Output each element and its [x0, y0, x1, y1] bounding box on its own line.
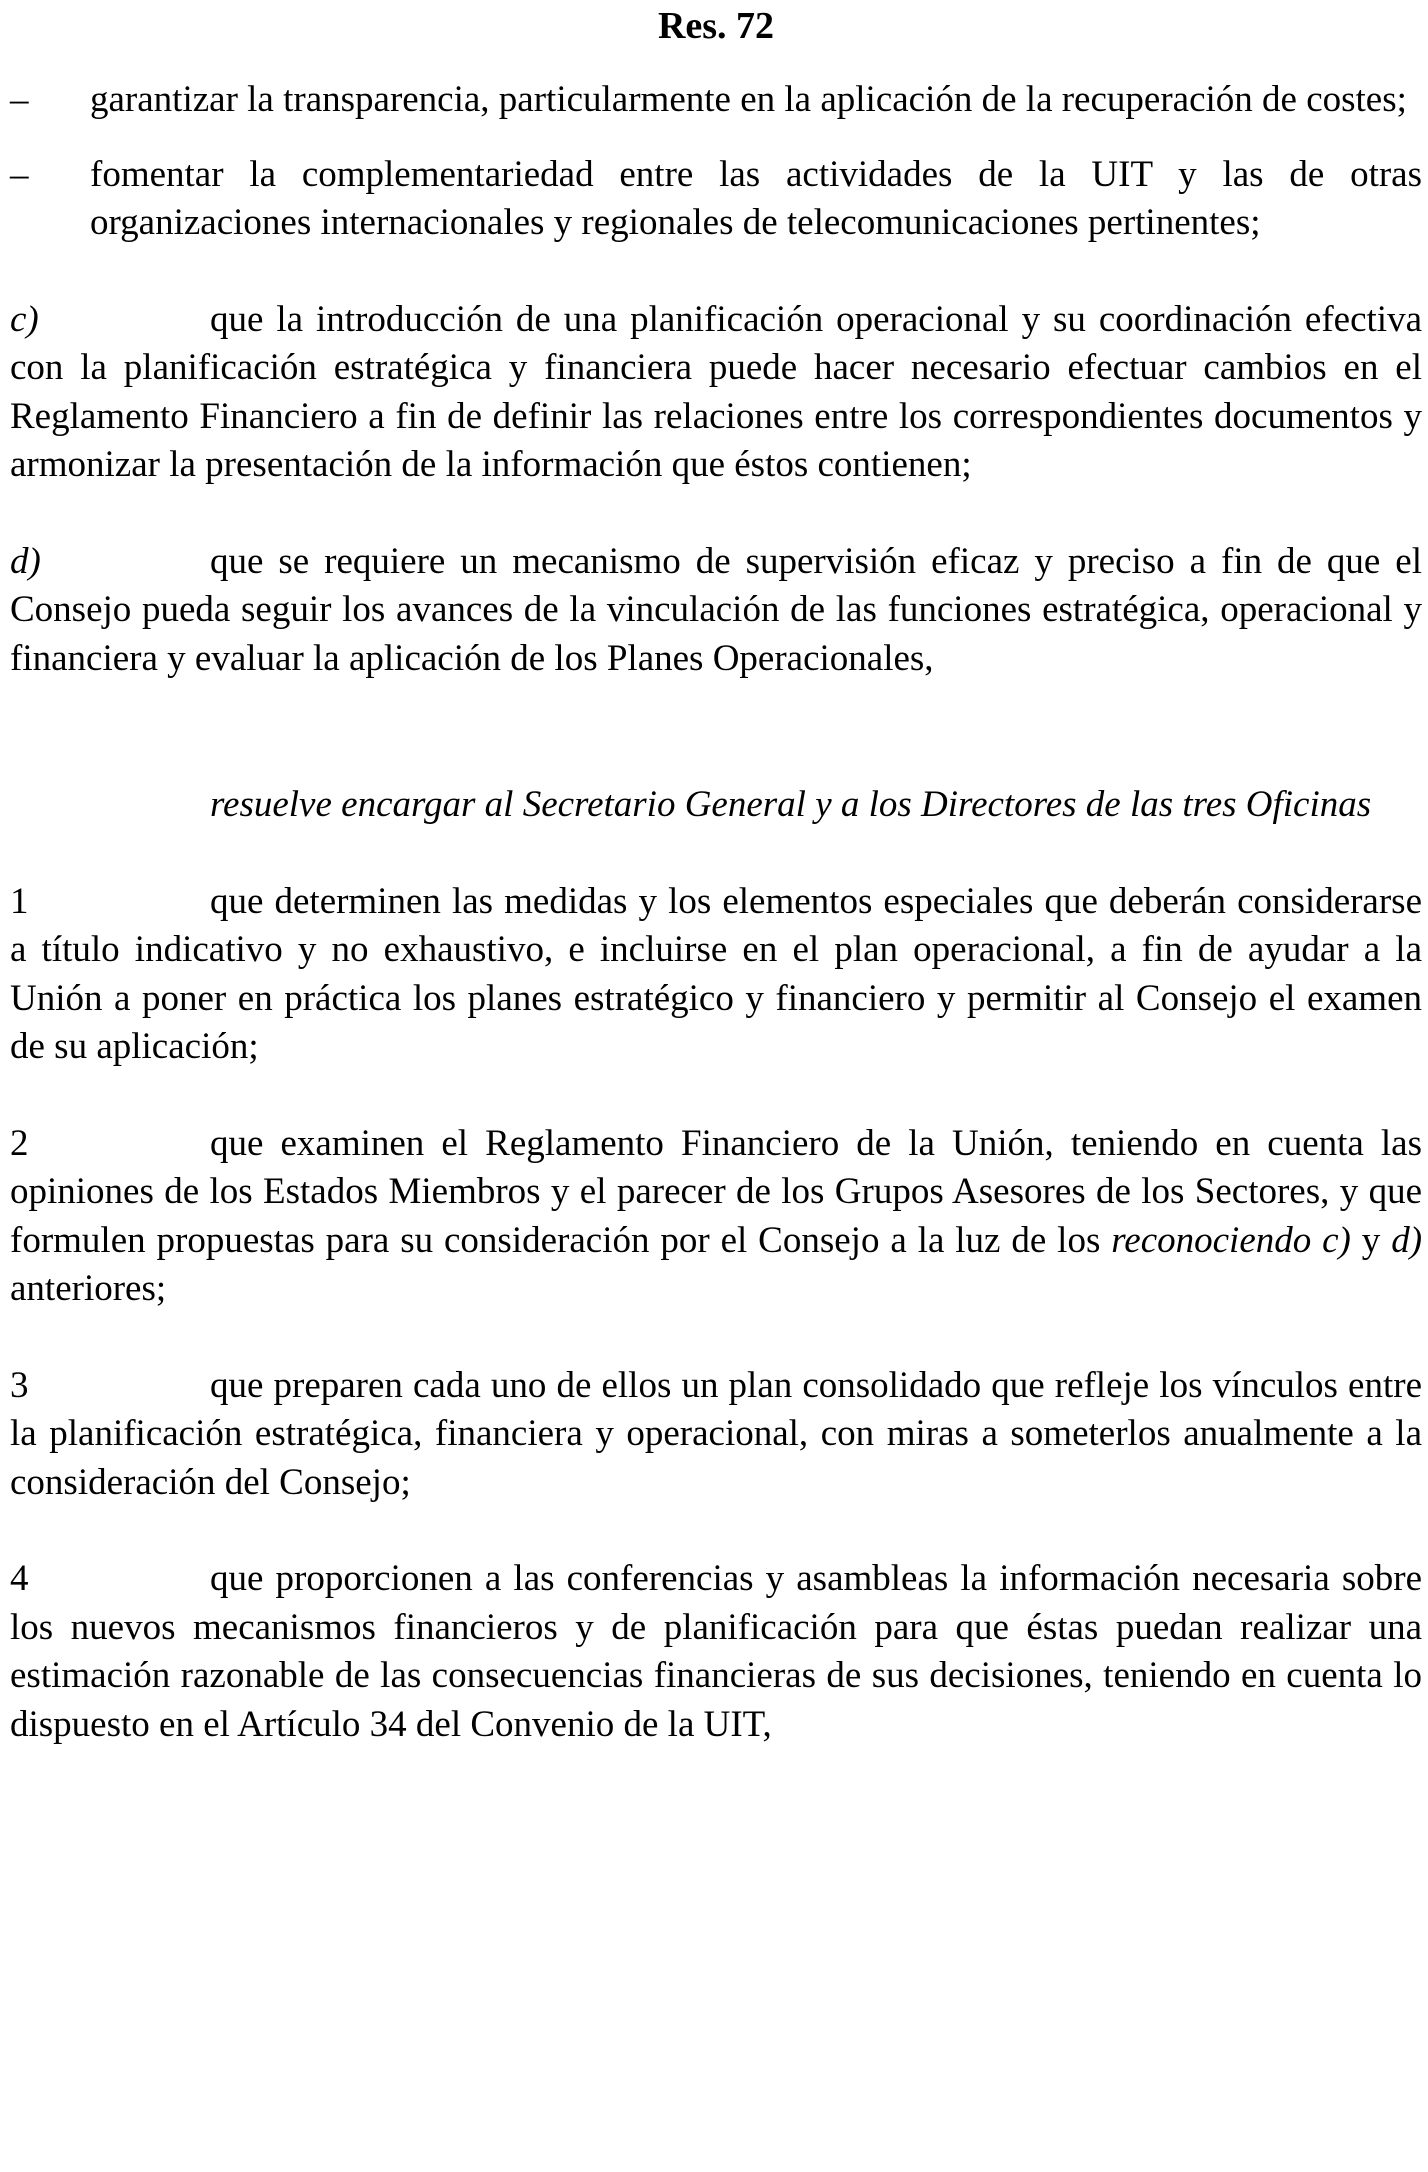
item-text: y	[1350, 1219, 1392, 1261]
resolves-item-3	[10, 1362, 1422, 1508]
item-number: 4	[10, 1558, 29, 1599]
bullet-item-complementarity	[10, 151, 1422, 248]
item-number: 2	[10, 1122, 29, 1164]
item-text: que examinen el Reglamento Financiero de la Unión, teniendo en cuenta las opiniones de los Estados Miembros y el parecer de los Grupos Asesores de los Sectores, y que formulen propuestas para su consideración por el Consejo a la luz de los	[10, 1122, 1422, 1261]
paragraph-text: que se requiere un mecanismo de supervisión eficaz y preciso a fin de que el Consejo pueda seguir los avances de la vinculación de las funciones estratégica, operacional y financiera y evaluar la aplicación de los Planes Operacionales,	[10, 540, 1422, 679]
resolves-item-4	[10, 1555, 1422, 1749]
paragraph-label: d)	[10, 540, 41, 582]
resolves-item-1	[10, 878, 1422, 1072]
bullet-text: fomentar la complementariedad entre las actividades de la UIT y las de otras organizaciones internacionales y regionales de telecomunicaciones pertinentes;	[90, 153, 1422, 243]
item-number: 3	[10, 1364, 29, 1406]
paragraph-c	[10, 296, 1422, 490]
dash-marker: –	[10, 153, 29, 195]
dash-marker: –	[10, 79, 29, 120]
document-page	[10, 0, 1422, 1749]
resolves-item-2	[10, 1120, 1422, 1314]
resolves-heading: resuelve encargar al Secretario General y a los Directores de las tres Oficinas	[210, 784, 1372, 825]
item-text: que proporcionen a las conferencias y asambleas la información necesaria sobre los nuevos mecanismos financieros y de planificación para que éstas puedan realizar una estimación razonable de las consecuencias financieras de sus decisiones, teniendo en cuenta lo dispuesto en el Artículo 34 del Convenio de la UIT,	[10, 1558, 1422, 1745]
paragraph-text: que la introducción de una planificación operacional y su coordinación efectiva con la planificación estratégica y financiera puede hacer necesario efectuar cambios en el Reglamento Financiero a fin de definir las relaciones entre los correspondientes documentos y armonizar la presentación de la información que éstos contienen;	[10, 298, 1422, 485]
item-number: 1	[10, 880, 29, 922]
bullet-text: garantizar la transparencia, particularmente en la aplicación de la recuperación de costes;	[90, 79, 1407, 120]
paragraph-label: c)	[10, 298, 39, 340]
item-text: anteriores;	[10, 1268, 167, 1309]
page-header: Res. 72	[657, 5, 775, 47]
item-text-italic: d)	[1391, 1219, 1423, 1261]
paragraph-d	[10, 538, 1422, 684]
item-text: que preparen cada uno de ellos un plan consolidado que refleje los vínculos entre la planificación estratégica, financiera y operacional, con miras a someterlos anualmente a la consideración del Consejo;	[10, 1364, 1422, 1503]
bullet-item-transparency	[10, 76, 1422, 125]
item-text-italic: reconociendo c)	[1111, 1219, 1351, 1261]
item-text: que determinen las medidas y los elementos especiales que deberán considerarse a título indicativo y no exhaustivo, e incluirse en el plan operacional, a fin de ayudar a la Unión a poner en práctica los planes estratégico y financiero y permitir al Consejo el examen de su aplicación;	[10, 880, 1422, 1067]
